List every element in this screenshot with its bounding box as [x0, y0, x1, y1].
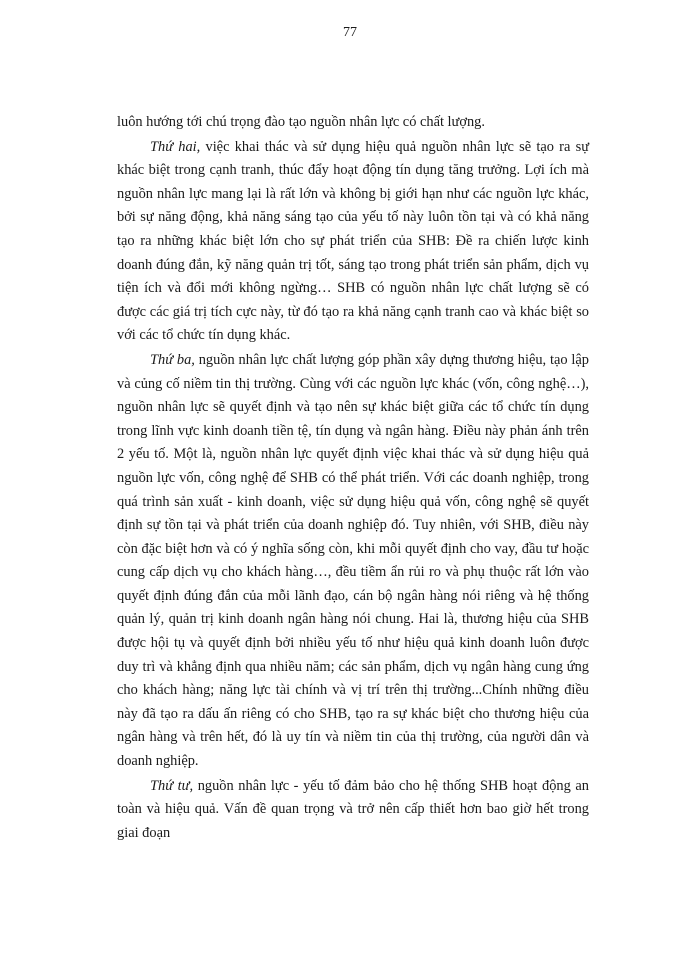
- paragraph-text: nguồn nhân lực - yếu tố đảm bảo cho hệ thống SHB hoạt động an toàn và hiệu quả. Vấn đề quan trọng và trở nên cấp thiết hơn bao giờ hết trong giai đoạn: [117, 777, 589, 841]
- paragraph-thu-ba: [117, 349, 589, 774]
- paragraph-thu-tu: [117, 775, 589, 846]
- paragraph-lead: Thứ ba,: [150, 351, 195, 368]
- paragraph-text: việc khai thác và sử dụng hiệu quả nguồn nhân lực sẽ tạo ra sự khác biệt trong cạnh tranh, thúc đẩy hoạt động tín dụng tăng trưởng. Lợi ích mà nguồn nhân lực mang lại là rất lớn và không bị giới hạn như các nguồn lực khác, bởi sự năng động, khả năng sáng tạo của yếu tố này luôn tồn tại và có khả năng tạo ra những khác biệt lớn cho sự phát triển của SHB: Đề ra chiến lược kinh doanh đúng đắn, kỹ năng quản trị tốt, sáng tạo trong phát triển sản phẩm, dịch vụ tiện ích và đổi mới không ngừng… SHB có nguồn nhân lực chất lượng sẽ có được các giá trị tích cực này, từ đó tạo ra khả năng cạnh tranh cao và khác biệt so với các tổ chức tín dụng khác.: [117, 138, 589, 344]
- paragraph-lead: Thứ tư,: [150, 777, 194, 794]
- page-number: 77: [343, 25, 357, 40]
- paragraph-continuation: [117, 111, 589, 135]
- paragraph-thu-hai: [117, 136, 589, 348]
- paragraph-text: luôn hướng tới chú trọng đào tạo nguồn nhân lực có chất lượng.: [117, 114, 485, 130]
- paragraph-text: nguồn nhân lực chất lượng góp phần xây dựng thương hiệu, tạo lập và củng cố niềm tin thị trường. Cùng với các nguồn lực khác (vốn, công nghệ…), nguồn nhân lực sẽ quyết định và tạo nên sự khác biệt giữa các tổ chức tín dụng trong lĩnh vực kinh doanh tiền tệ, tín dụng và ngân hàng. Điều này phản ánh trên 2 yếu tố. Một là, nguồn nhân lực quyết định việc khai thác và sử dụng hiệu quả nguồn lực vốn, công nghệ để SHB có thể phát triển. Với các doanh nghiệp, trong quá trình sản xuất - kinh doanh, việc sử dụng hiệu quả vốn, công nghệ sẽ quyết định sự tồn tại và phát triển của doanh nghiệp đó. Tuy nhiên, với SHB, điều này còn đặc biệt hơn và có ý nghĩa sống còn, khi mỗi quyết định cho vay, đầu tư hoặc cung cấp dịch vụ cho khách hàng…, đều tiềm ẩn rủi ro và phụ thuộc rất lớn vào quyết định đúng đắn của mỗi lãnh đạo, cán bộ ngân hàng nói riêng và hệ thống quản lý, quản trị kinh doanh ngân hàng nói chung. Hai là, thương hiệu của SHB được hội tụ và quyết định bởi nhiều yếu tố như hiệu quả kinh doanh luôn được duy trì và khẳng định qua nhiều năm; các sản phẩm, dịch vụ ngân hàng cung ứng cho khách hàng; năng lực tài chính và vị trí trên thị trường...Chính những điều này đã tạo ra dấu ấn riêng có cho SHB, tạo ra sự khác biệt cho thương hiệu của ngân hàng và trên hết, đó là uy tín và niềm tin của thị trường, của người dân và doanh nghiệp.: [117, 351, 589, 770]
- paragraph-lead: Thứ hai,: [150, 138, 201, 155]
- document-body: [117, 111, 589, 846]
